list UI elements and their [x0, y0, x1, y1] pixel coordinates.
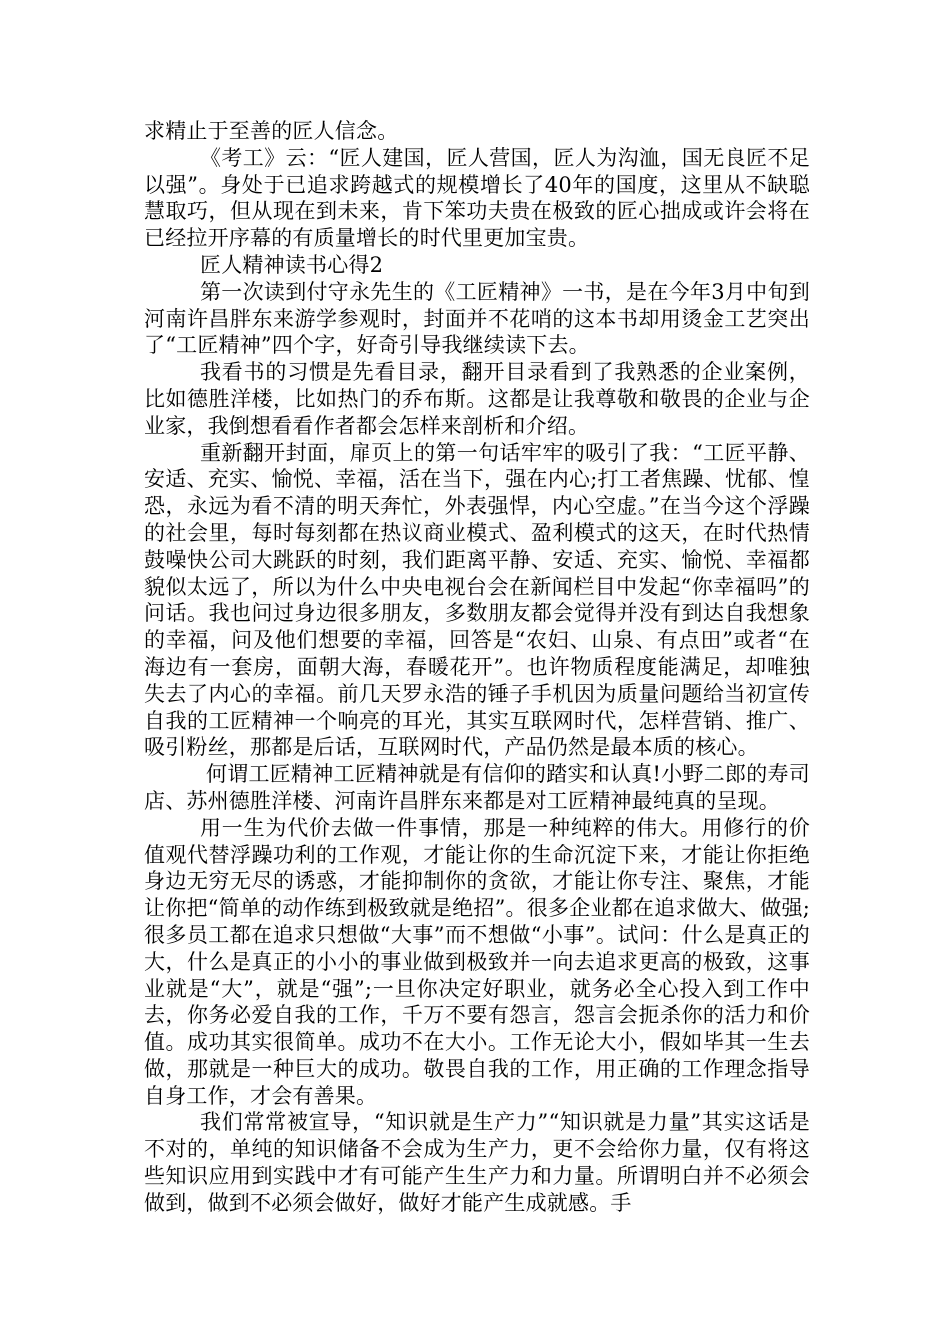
paragraph-title-page: 重新翻开封面，扉页上的第一句话牢牢的吸引了我：“工匠平静、安适、充实、愉悦、幸福，活在当下，强在内心;打工者焦躁、忧郁、惶恐，永远为看不清的明天奔忙，外表强悍，内心空虚。”在当今这个浮躁的社会里，每时每刻都在热议商业模式、盈利模式的这天，在时代热情鼓噪快公司大跳跃的时刻，我们距离平静、安适、充实、愉悦、幸福都貌似太远了，所以为什么中央电视台会在新闻栏目中发起“你幸福吗”的问话。我也问过身边很多朋友，多数朋友都会觉得并没有到达自我想象的幸福，问及他们想要的幸福，回答是“农妇、山泉、有点田”或者“在海边有一套房，面朝大海，春暖花开”。也许物质程度能满足，却唯独失去了内心的幸福。前几天罗永浩的锤子手机因为质量问题给当初宣传自我的工匠精神一个响亮的耳光，其实互联网时代，怎样营销、推广、吸引粉丝，那都是后话，互联网时代，产品仍然是最本质的核心。 — [144, 440, 810, 760]
paragraph-kaogong-quote: 《考工》云：“匠人建国，匠人营国，匠人为沟洫，国无良匠不足以强”。身处于已追求跨越式的规模增长了40年的国度，这里从不缺聪慧取巧，但从现在到未来，肯下笨功夫贵在极致的匠心拙成或许会将在已经拉开序幕的有质量增长的时代里更加宝贵。 — [144, 145, 810, 251]
paragraph-lifetime-dedication: 用一生为代价去做一件事情，那是一种纯粹的伟大。用修行的价值观代替浮躁功利的工作观，才能让你的生命沉淀下来，才能让你拒绝身边无穷无尽的诱惑，才能抑制你的贪欲，才能让你专注、聚焦，才能让你把“简单的动作练到极致就是绝招”。很多企业都在追求做大、做强;很多员工都在追求只想做“大事”而不想做“小事”。试问：什么是真正的大，什么是真正的小小的事业做到极致并一向去追求更高的极致，这事业就是“大”，就是“强”;一旦你决定好职业，就务必全心投入到工作中去，你务必爱自我的工作，千万不要有怨言，怨言会扼杀你的活力和价值。成功其实很简单。成功不在大小。工作无论大小，假如毕其一生去做，那就是一种巨大的成功。敬畏自我的工作，用正确的工作理念指导自身工作，才会有善果。 — [144, 815, 810, 1108]
document-body — [144, 118, 810, 1217]
section-heading: 匠人精神读书心得2 — [200, 252, 384, 277]
paragraph-table-of-contents: 我看书的习惯是先看目录，翻开目录看到了我熟悉的企业案例，比如德胜洋楼，比如热门的乔布斯。这都是让我尊敬和敬畏的企业与企业家，我倒想看看作者都会怎样来剖析和介绍。 — [144, 360, 810, 438]
paragraph-first-reading: 第一次读到付守永先生的《工匠精神》一书，是在今年3月中旬到河南许昌胖东来游学参观时，封面并不花哨的这本书却用烫金工艺突出了“工匠精神”四个字，好奇引导我继续读下去。 — [144, 279, 810, 358]
paragraph-knowledge-is-power: 我们常常被宣导，“知识就是生产力”“知识就是力量”其实这话是不对的，单纯的知识储备不会成为生产力，更不会给你力量，仅有将这些知识应用到实践中才有可能产生生产力和力量。所谓明白并不必须会做到，做到不必须会做好，做好才能产生成就感。手 — [144, 1110, 810, 1215]
paragraph-continuation: 求精止于至善的匠人信念。 — [144, 119, 399, 143]
paragraph-what-is-craftsmanship: 何谓工匠精神工匠精神就是有信仰的踏实和认真!小野二郎的寿司店、苏州德胜洋楼、河南许昌胖东来都是对工匠精神最纯真的呈现。 — [144, 762, 810, 813]
